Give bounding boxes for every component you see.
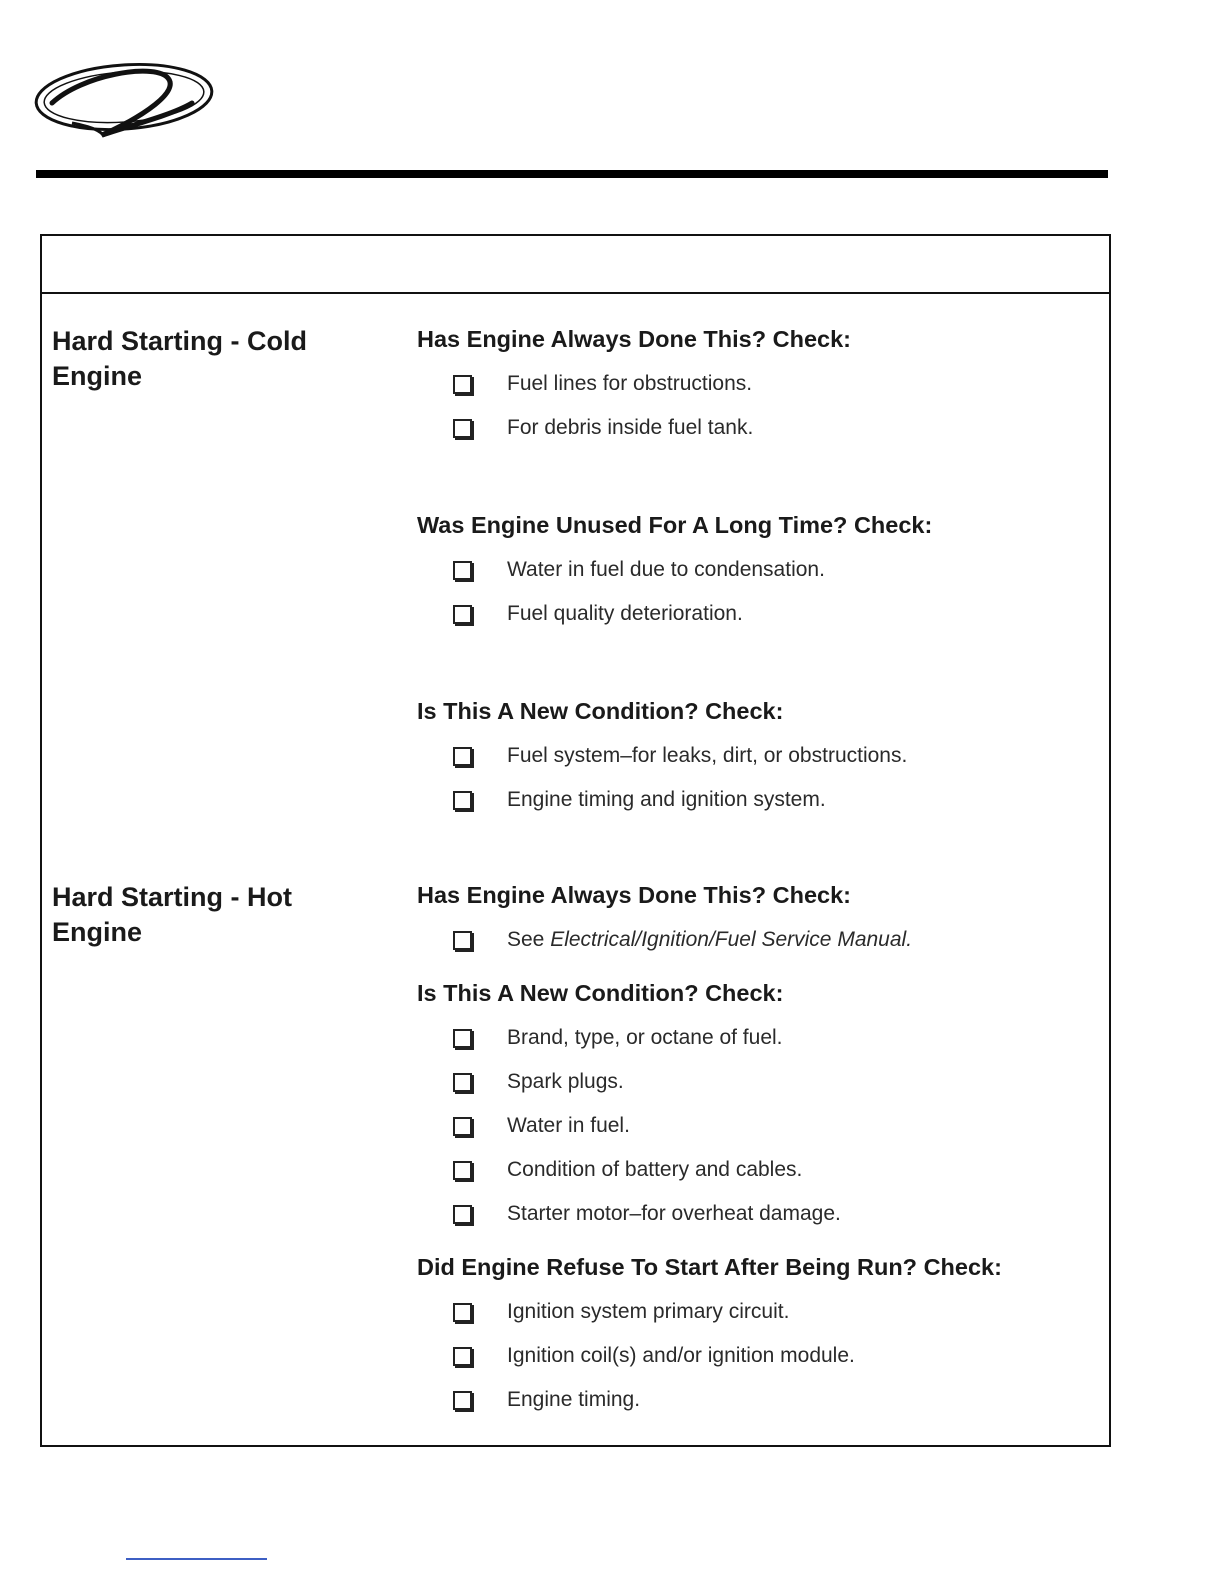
- footer-link-underline[interactable]: [126, 1558, 267, 1560]
- check-group: [417, 978, 1107, 1225]
- manual-reference: Electrical/Ignition/Fuel Service Manual.: [550, 928, 913, 951]
- checkbox-icon[interactable]: [453, 1161, 472, 1180]
- group-title: Did Engine Refuse To Start After Being Run? Check:: [417, 1254, 1002, 1280]
- group-title: Has Engine Always Done This? Check:: [417, 326, 851, 352]
- group-title: Has Engine Always Done This? Check:: [417, 882, 851, 908]
- check-group: [417, 880, 1107, 951]
- check-item-label: Condition of battery and cables.: [507, 1158, 803, 1181]
- troubleshooting-table: [40, 234, 1111, 1447]
- checkbox-icon[interactable]: [453, 1347, 472, 1366]
- checkbox-icon[interactable]: [453, 605, 472, 624]
- check-item-prefix: See: [507, 928, 551, 951]
- check-item-label: Water in fuel due to condensation.: [507, 558, 825, 581]
- checkbox-icon[interactable]: [453, 931, 472, 950]
- check-item-label: Ignition system primary circuit.: [507, 1300, 790, 1323]
- check-item-label: Engine timing.: [507, 1388, 641, 1411]
- symptom-title: Hard Starting - Hot Engine: [52, 882, 292, 947]
- group-title: Was Engine Unused For A Long Time? Check:: [417, 512, 933, 538]
- check-item-label: [507, 925, 912, 955]
- checkbox-icon[interactable]: [453, 1303, 472, 1322]
- checkbox-icon[interactable]: [453, 791, 472, 810]
- check-item-label: Engine timing and ignition system.: [507, 788, 826, 811]
- group-title: Is This A New Condition? Check:: [417, 698, 784, 724]
- checkbox-icon[interactable]: [453, 1391, 472, 1410]
- checkbox-icon[interactable]: [453, 1205, 472, 1224]
- check-item-label: Fuel quality deterioration.: [507, 602, 743, 625]
- checkbox-icon[interactable]: [453, 561, 472, 580]
- checkbox-icon[interactable]: [453, 747, 472, 766]
- check-group: [417, 696, 1107, 811]
- check-item-label: Fuel lines for obstructions.: [507, 372, 753, 395]
- check-group: [417, 510, 1107, 625]
- check-item-label: Spark plugs.: [507, 1070, 624, 1093]
- check-group: [417, 324, 1107, 439]
- check-group: [417, 1252, 1107, 1411]
- check-item-label: Fuel system–for leaks, dirt, or obstructions.: [507, 744, 908, 767]
- checkbox-icon[interactable]: [453, 375, 472, 394]
- check-item-label: For debris inside fuel tank.: [507, 416, 754, 439]
- group-title: Is This A New Condition? Check:: [417, 980, 784, 1006]
- table-header: [42, 236, 1109, 294]
- checkbox-icon[interactable]: [453, 1073, 472, 1092]
- check-item-label: Ignition coil(s) and/or ignition module.: [507, 1344, 855, 1367]
- header-rule: [36, 170, 1108, 178]
- checkbox-icon[interactable]: [453, 1117, 472, 1136]
- checkbox-icon[interactable]: [453, 419, 472, 438]
- symptom-title: Hard Starting - Cold Engine: [52, 326, 307, 391]
- check-item-label: Brand, type, or octane of fuel.: [507, 1026, 783, 1049]
- checkbox-icon[interactable]: [453, 1029, 472, 1048]
- check-item-label: Starter motor–for overheat damage.: [507, 1202, 841, 1225]
- brand-logo-icon: [32, 55, 217, 145]
- check-item-label: Water in fuel.: [507, 1114, 630, 1137]
